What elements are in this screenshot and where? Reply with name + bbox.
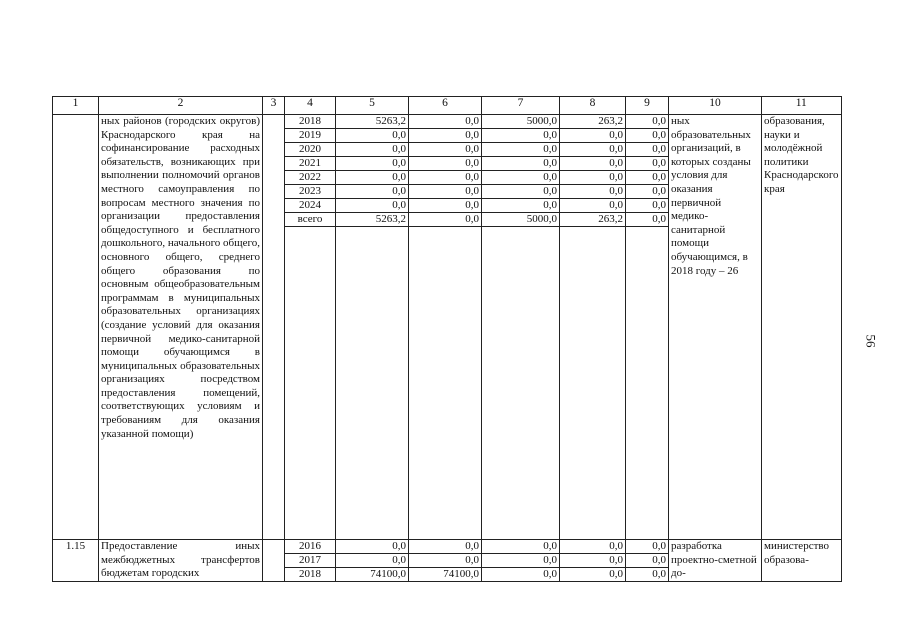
row-group-a [53, 115, 842, 540]
year-cell: 2019 [285, 129, 336, 143]
value-cell: 0,0 [482, 185, 560, 199]
value-cell: 0,0 [560, 143, 626, 157]
value-cell: 0,0 [336, 143, 409, 157]
year-cell: 2017 [285, 554, 336, 568]
item-number: 1.15 [53, 540, 99, 582]
empty-cell [482, 227, 560, 540]
empty-cell [263, 115, 285, 540]
value-cell: 5000,0 [482, 213, 560, 227]
value-cell: 0,0 [409, 171, 482, 185]
column-header: 3 [263, 97, 285, 115]
value-cell: 0,0 [409, 157, 482, 171]
value-cell: 263,2 [560, 115, 626, 129]
result-cell: ных образовательных организаций, в которых созданы условия для оказания первичной медико-санитарной помощи обучающимся, в 2018 году – 26 [669, 115, 762, 540]
value-cell: 0,0 [336, 185, 409, 199]
column-header: 1 [53, 97, 99, 115]
value-cell: 0,0 [626, 199, 669, 213]
table-row [53, 540, 842, 554]
value-cell: 0,0 [626, 157, 669, 171]
executor-cell: министерство образова- [762, 540, 842, 582]
value-cell: 0,0 [482, 568, 560, 582]
value-cell: 5263,2 [336, 115, 409, 129]
column-header: 9 [626, 97, 669, 115]
value-cell: 0,0 [336, 554, 409, 568]
empty-cell [285, 227, 336, 540]
column-header: 11 [762, 97, 842, 115]
value-cell: 0,0 [409, 143, 482, 157]
value-cell: 0,0 [409, 199, 482, 213]
value-cell: 0,0 [626, 143, 669, 157]
column-header: 2 [99, 97, 263, 115]
empty-cell [560, 227, 626, 540]
value-cell: 0,0 [560, 157, 626, 171]
column-header: 8 [560, 97, 626, 115]
program-table [52, 96, 842, 582]
year-cell: 2018 [285, 115, 336, 129]
value-cell: 0,0 [409, 540, 482, 554]
value-cell: 0,0 [336, 199, 409, 213]
header-row [53, 97, 842, 115]
column-header: 10 [669, 97, 762, 115]
year-cell: 2022 [285, 171, 336, 185]
empty-cell [409, 227, 482, 540]
item-number [53, 115, 99, 540]
year-cell: 2016 [285, 540, 336, 554]
value-cell: 0,0 [560, 199, 626, 213]
table-row [53, 115, 842, 129]
value-cell: 0,0 [626, 540, 669, 554]
value-cell: 5263,2 [336, 213, 409, 227]
value-cell: 0,0 [482, 554, 560, 568]
value-cell: 0,0 [560, 540, 626, 554]
empty-cell [336, 227, 409, 540]
value-cell: 0,0 [560, 554, 626, 568]
value-cell: 74100,0 [336, 568, 409, 582]
value-cell: 0,0 [626, 554, 669, 568]
value-cell: 0,0 [626, 568, 669, 582]
column-header: 7 [482, 97, 560, 115]
column-header: 4 [285, 97, 336, 115]
empty-cell [263, 540, 285, 582]
value-cell: 0,0 [336, 171, 409, 185]
column-header: 5 [336, 97, 409, 115]
value-cell: 263,2 [560, 213, 626, 227]
value-cell: 0,0 [560, 185, 626, 199]
value-cell: 0,0 [626, 129, 669, 143]
row-group-b [53, 540, 842, 582]
result-cell: разработка проектно-сметной до- [669, 540, 762, 582]
value-cell: 0,0 [482, 199, 560, 213]
value-cell: 0,0 [482, 157, 560, 171]
value-cell: 0,0 [560, 568, 626, 582]
year-cell: 2018 [285, 568, 336, 582]
value-cell: 0,0 [409, 129, 482, 143]
value-cell: 0,0 [482, 129, 560, 143]
value-cell: 0,0 [482, 540, 560, 554]
value-cell: 0,0 [626, 115, 669, 129]
value-cell: 5000,0 [482, 115, 560, 129]
value-cell: 0,0 [560, 171, 626, 185]
measure-description: Предоставление иных межбюджетных трансфертов бюджетам городских [99, 540, 263, 582]
value-cell: 74100,0 [409, 568, 482, 582]
value-cell: 0,0 [409, 554, 482, 568]
value-cell: 0,0 [336, 157, 409, 171]
value-cell: 0,0 [336, 129, 409, 143]
value-cell: 0,0 [482, 143, 560, 157]
year-cell: 2023 [285, 185, 336, 199]
value-cell: 0,0 [626, 213, 669, 227]
value-cell: 0,0 [409, 213, 482, 227]
measure-description: ных районов (городских округов) Краснодарского края на софинансирование расходных обязательств, возникающих при выполнении полномочий органов местного самоуправления по вопросам местного значения по организации предоставления общедоступного и бесплатного дошкольного, начального общего, основного общего, среднего общего образования по основным общеобразовательным программам в муниципальных образовательных организациях (создание условий для оказания первичной медико-санитарной помощи обучающимся в муниципальных образовательных организациях посредством предоставления помещений, соответствующих условиям и требованиям для оказания указанной помощи) [99, 115, 263, 540]
value-cell: 0,0 [409, 185, 482, 199]
year-cell: 2021 [285, 157, 336, 171]
value-cell: 0,0 [409, 115, 482, 129]
page-number: 56 [863, 334, 879, 348]
value-cell: 0,0 [336, 540, 409, 554]
year-cell: 2024 [285, 199, 336, 213]
year-cell: 2020 [285, 143, 336, 157]
value-cell: 0,0 [560, 129, 626, 143]
empty-cell [626, 227, 669, 540]
column-header: 6 [409, 97, 482, 115]
executor-cell: образования, науки и молодёжной политики Краснодарского края [762, 115, 842, 540]
year-cell: всего [285, 213, 336, 227]
value-cell: 0,0 [482, 171, 560, 185]
value-cell: 0,0 [626, 171, 669, 185]
value-cell: 0,0 [626, 185, 669, 199]
